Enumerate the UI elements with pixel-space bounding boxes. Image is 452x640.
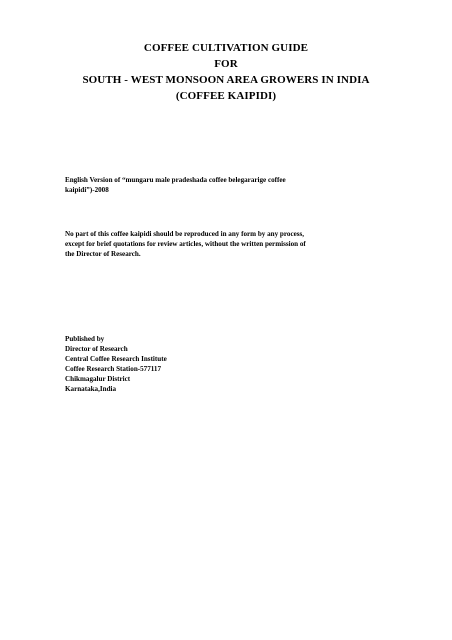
title-line: FOR [214,58,238,70]
copyright-line: except for brief quotations for review articles, without the written permission of [65,240,306,248]
title-line: COFFEE CULTIVATION GUIDE [143,42,309,54]
document-title [40,40,412,104]
title-line: (COFFEE KAIPIDI) [175,90,277,102]
publisher-block [65,334,395,394]
copyright-line: No part of this coffee kaipidi should be reproduced in any form by any process, [65,230,305,238]
copyright-line: the Director of Research. [65,250,141,258]
copyright-notice [65,229,395,259]
publisher-line: Published by [65,335,105,343]
english-version-line: kaipidi”)-2008 [65,186,109,194]
publisher-line: Director of Research [65,345,128,353]
publisher-line: Central Coffee Research Institute [65,355,167,363]
publisher-line: Coffee Research Station-577117 [65,365,162,373]
publisher-line: Karnataka,India [65,385,117,393]
english-version-line: English Version of “mungaru male pradeshada coffee belegararige coffee [65,176,286,184]
publisher-line: Chikmagalur District [65,375,131,383]
english-version-note [65,175,395,195]
title-line: SOUTH - WEST MONSOON AREA GROWERS IN INDIA [82,74,370,86]
